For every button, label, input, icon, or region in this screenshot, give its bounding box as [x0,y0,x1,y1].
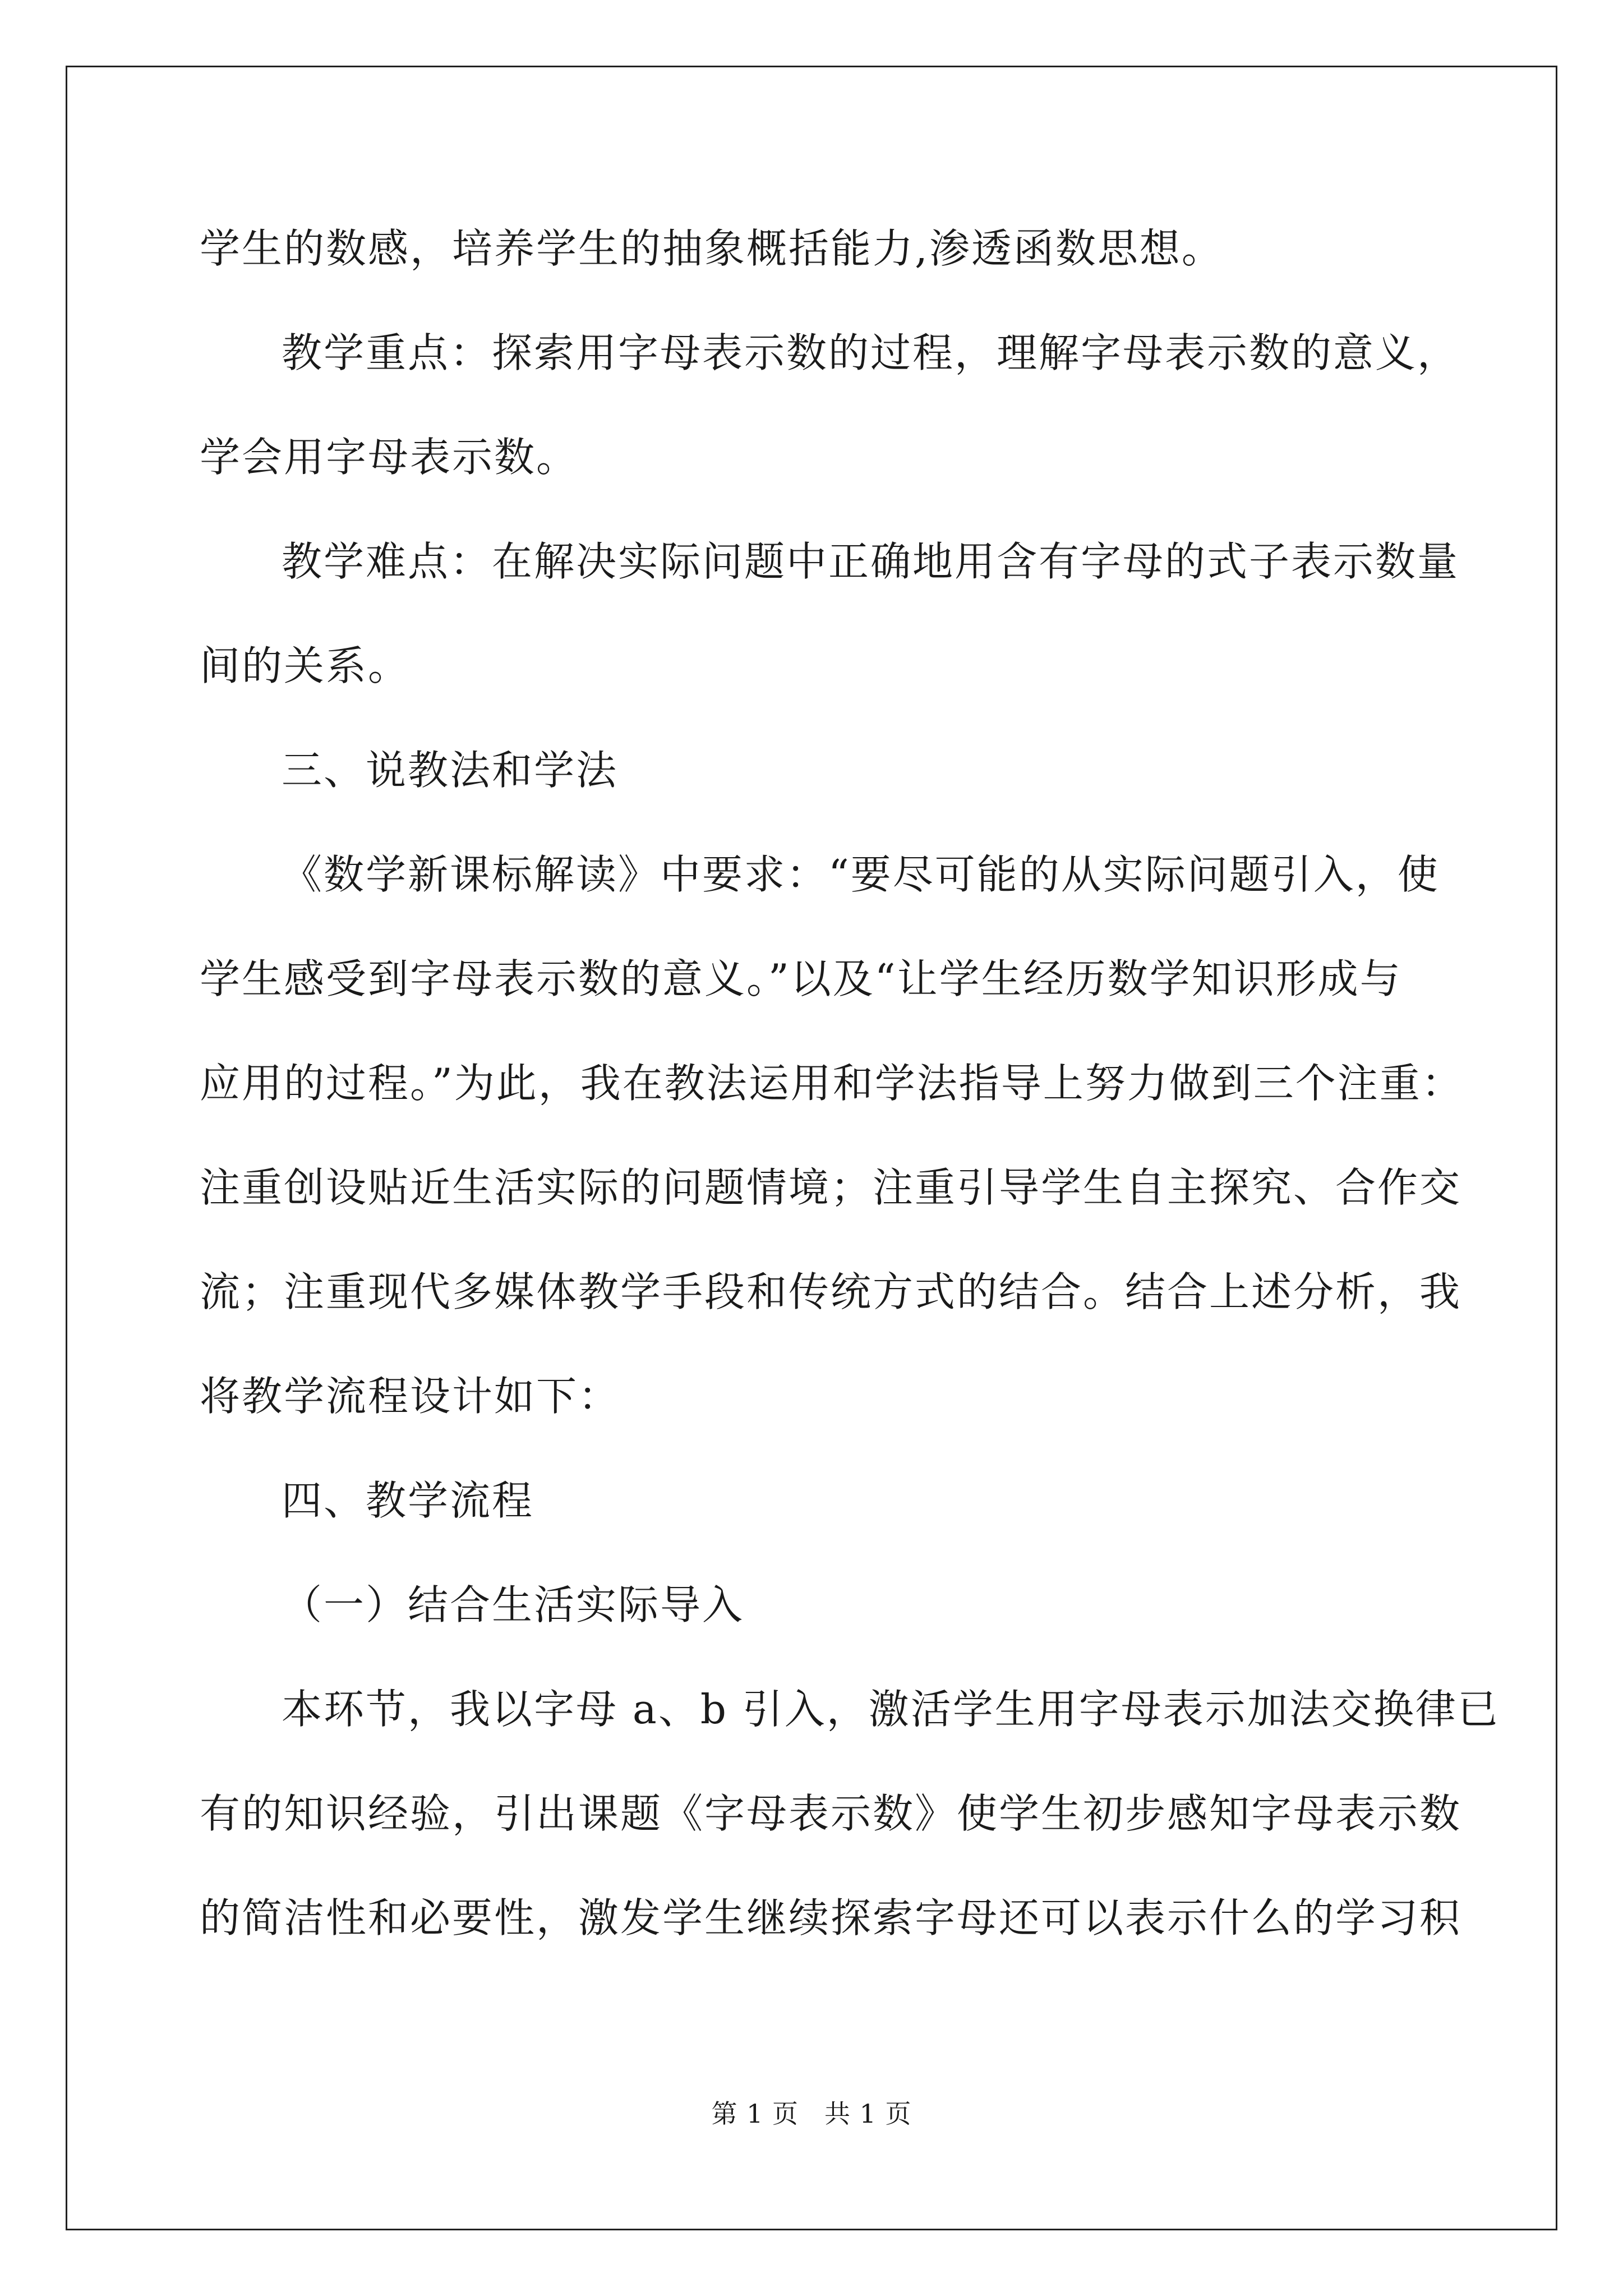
text-line: 学生感受到字母表示数的意义。”以及“让学生经历数学知识形成与 [200,955,1402,1002]
text-line: 有的知识经验，引出课题《字母表示数》使学生初步感知字母表示数 [200,1790,1462,1837]
text-line: 本环节，我以字母 a、b 引入，激活学生用字母表示加法交换律已 [282,1686,1500,1733]
text-line: 注重创设贴近生活实际的问题情境；注重引导学生自主探究、合作交 [200,1164,1462,1211]
section-heading: 四、教学流程 [282,1477,534,1524]
text-line: 教学难点：在解决实际问题中正确地用含有字母的式子表示数量 [282,538,1460,585]
page-number-current: 第 1 页 [711,2099,799,2129]
text-line: 《数学新课标解读》中要求：“要尽可能的从实际问题引入，使 [282,851,1440,898]
section-heading: 三、说教法和学法 [282,747,619,794]
text-line: 学生的数感，培养学生的抽象概括能力,渗透函数思想。 [200,225,1224,272]
page-footer [0,2097,1623,2131]
text-line: 应用的过程。”为此，我在教法运用和学法指导上努力做到三个注重： [200,1060,1464,1107]
page-number-total: 共 1 页 [824,2099,912,2129]
text-line: 流；注重现代多媒体教学手段和传统方式的结合。结合上述分析，我 [200,1268,1462,1315]
document-body [200,196,1500,1970]
subsection-heading: （一）结合生活实际导入 [282,1581,745,1628]
text-line: 间的关系。 [200,642,411,689]
text-line: 的简洁性和必要性，激发学生继续探索字母还可以表示什么的学习积 [200,1894,1462,1941]
text-line: 将教学流程设计如下： [200,1373,621,1420]
text-line: 教学重点：探索用字母表示数的过程，理解字母表示数的意义， [282,329,1460,376]
text-line: 学会用字母表示数。 [200,434,579,481]
